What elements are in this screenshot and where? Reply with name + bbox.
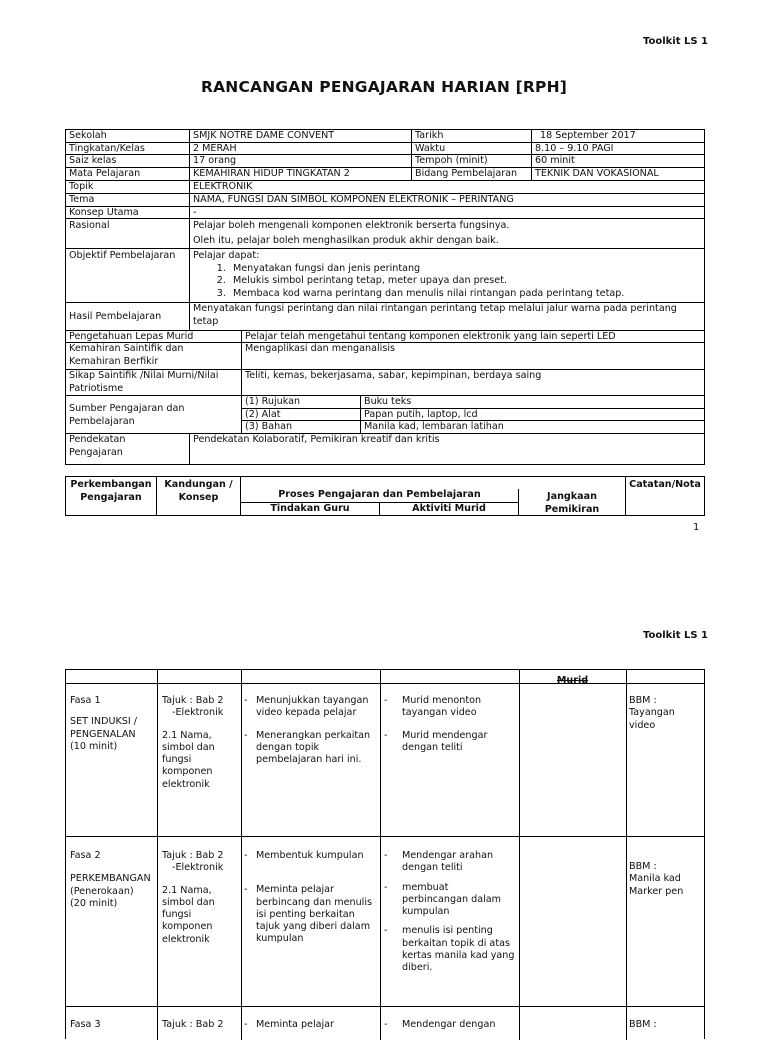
catatan-3: BBM :	[629, 1019, 657, 1030]
tema-label: Tema	[66, 194, 190, 207]
murid-item: - Murid menonton tayangan video	[382, 695, 516, 720]
subtopic-line: simbol dan	[162, 896, 215, 908]
catatan-1	[629, 695, 703, 732]
waktu-label: Waktu	[412, 143, 532, 155]
rasional-line-1: Pelajar boleh mengenali komponen elektronik berserta fungsinya.	[193, 220, 510, 231]
konsep-value: -	[190, 207, 704, 219]
header-catatan: Catatan/Nota	[629, 479, 701, 490]
header-jangkaan: Jangkaan Pemikiran	[519, 477, 626, 515]
kandungan-1-cell	[162, 695, 240, 791]
sumber-label: Sumber Pengajaran dan Pembelajaran	[66, 396, 242, 434]
header-tindakan: Tindakan Guru	[241, 503, 380, 515]
fasa-desc-line: SET INDUKSI /	[70, 716, 137, 728]
tema-value: NAMA, FUNGSI DAN SIMBOL KOMPONEN ELEKTRONIK – PERINTANG	[190, 194, 704, 207]
sikap-value: Teliti, kemas, bekerjasama, sabar, kepimpinan, berdaya saing	[242, 370, 704, 396]
subtopic-line: komponen	[162, 921, 213, 933]
murid-item: - Murid mendengar dengan teliti	[382, 730, 516, 755]
aktiviti-murid-1	[382, 695, 516, 764]
header-proses: Proses Pengajaran dan Pembelajaran	[241, 489, 519, 502]
objektif-list	[193, 263, 701, 301]
fasa-title: Fasa 1	[70, 695, 101, 706]
fasa-desc	[70, 716, 155, 753]
rasional-value	[190, 219, 704, 249]
objektif-intro: Pelajar dapat:	[193, 250, 260, 261]
catatan-line: Marker pen	[629, 885, 684, 897]
catatan-2	[629, 861, 703, 898]
tindakan-guru-1	[242, 695, 376, 776]
pengetahuan-value: Pelajar telah mengetahui tentang komponen elektronik yang lain seperti LED	[242, 331, 704, 343]
fasa-title: Fasa 2	[70, 850, 101, 861]
subtopic-line: 2.1 Nama,	[162, 884, 212, 896]
objektif-label: Objektif Pembelajaran	[66, 249, 190, 303]
fasa-desc-line: (20 minit)	[70, 897, 118, 909]
catatan-line: video	[629, 719, 656, 731]
objektif-item: 2. Melukis simbol perintang tetap, meter upaya dan preset.	[229, 275, 701, 288]
guru-item: - Membentuk kumpulan	[242, 850, 376, 862]
subtopic-line: fungsi	[162, 754, 192, 766]
catatan-line: Manila kad	[629, 873, 681, 885]
saiz-label: Saiz kelas	[66, 155, 190, 168]
fasa-2-cell	[70, 850, 155, 910]
lesson-process-header	[65, 476, 705, 516]
pengetahuan-label: Pengetahuan Lepas Murid	[66, 331, 242, 343]
mata-label: Mata Pelajaran	[66, 168, 190, 181]
topik-value: ELEKTRONIK	[190, 181, 704, 194]
catatan-line: BBM :	[629, 695, 657, 706]
tindakan-guru-3	[242, 1019, 376, 1041]
sumber-value: Manila kad, lembaran latihan	[361, 421, 704, 434]
tajuk-line: -Elektronik	[172, 862, 224, 874]
subtopic-line: elektronik	[162, 778, 210, 790]
murid-item: - Mendengar arahan dengan teliti	[382, 850, 516, 875]
tempoh-value: 60 minit	[532, 155, 704, 168]
mata-value: KEMAHIRAN HIDUP TINGKATAN 2	[190, 168, 412, 181]
header-aktiviti: Aktiviti Murid	[380, 503, 519, 515]
fasa-desc-line: (10 minit)	[70, 740, 118, 752]
kemahiran-value: Mengaplikasi dan menganalisis	[242, 343, 704, 370]
fasa-desc	[70, 873, 155, 910]
objektif-item: 3. Membaca kod warna perintang dan menulis nilai rintangan pada perintang tetap.	[229, 288, 701, 301]
page-number: 1	[693, 522, 700, 533]
tindakan-guru-2	[242, 850, 376, 956]
aktiviti-murid-2	[382, 850, 516, 985]
sumber-key: (3) Bahan	[242, 421, 361, 434]
fasa-3-title: Fasa 3	[70, 1019, 101, 1030]
tajuk-line: -Elektronik	[172, 707, 224, 719]
rasional-label: Rasional	[66, 219, 190, 249]
hasil-value: Menyatakan fungsi perintang dan nilai rintangan perintang tetap melalui jalur warna pada perintang tetap	[190, 303, 704, 331]
objektif-item: 1. Menyatakan fungsi dan jenis perintang	[229, 263, 701, 276]
murid-item: - Mendengar dengan	[382, 1019, 516, 1031]
guru-item: - Menerangkan perkaitan dengan topik pembelajaran hari ini.	[242, 730, 376, 767]
subtopic	[162, 885, 240, 946]
saiz-value: 17 orang	[190, 155, 412, 168]
topik-label: Topik	[66, 181, 190, 194]
kandungan-2-cell	[162, 850, 240, 946]
sumber-key: (1) Rujukan	[242, 396, 361, 409]
header-perkembangan: Perkembangan Pengajaran	[66, 477, 157, 515]
aktiviti-murid-3	[382, 1019, 516, 1041]
tarikh-label: Tarikh	[412, 130, 532, 143]
tingkatan-label: Tingkatan/Kelas	[66, 143, 190, 155]
sekolah-label: Sekolah	[66, 130, 190, 143]
fasa-desc-line: (Penerokaan)	[70, 885, 134, 897]
guru-item: - Menunjukkan tayangan video kepada pelajar	[242, 695, 376, 720]
tajuk-line: Tajuk : Bab 2	[162, 695, 224, 706]
tempoh-label: Tempoh (minit)	[412, 155, 532, 168]
murid-header-fragment: Murid	[556, 675, 589, 686]
fasa-desc-line: PENGENALAN	[70, 728, 136, 740]
murid-item: - membuat perbincangan dalam kumpulan	[382, 882, 516, 919]
bidang-label: Bidang Pembelajaran	[412, 168, 532, 181]
tajuk-line: Tajuk : Bab 2	[162, 850, 224, 861]
subtopic-line: fungsi	[162, 909, 192, 921]
subtopic	[162, 730, 240, 791]
rasional-line-2: Oleh itu, pelajar boleh menghasilkan produk akhir dengan baik.	[193, 234, 499, 246]
tingkatan-value: 2 MERAH	[190, 143, 412, 155]
guru-item: - Meminta pelajar	[242, 1019, 376, 1031]
pendekatan-value: Pendekatan Kolaboratif, Pemikiran kreatif dan kritis	[193, 434, 440, 445]
guru-item: - Meminta pelajar berbincang dan menulis isi penting berkaitan tajuk yang diberi dalam kumpulan	[242, 884, 376, 945]
kemahiran-label: Kemahiran Saintifik dan Kemahiran Berfikir	[66, 343, 242, 370]
subtopic-line: 2.1 Nama,	[162, 729, 212, 741]
waktu-value: 8.10 – 9.10 PAGI	[532, 143, 704, 155]
header-kandungan: Kandungan / Konsep	[157, 477, 241, 515]
catatan-line: Tayangan	[629, 707, 675, 719]
pendekatan-label: Pendekatan Pengajaran	[66, 434, 190, 464]
tarikh-value: 18 September 2017	[532, 130, 704, 143]
page-title: RANCANGAN PENGAJARAN HARIAN [RPH]	[200, 78, 568, 96]
bidang-value: TEKNIK DAN VOKASIONAL	[532, 168, 704, 181]
subtopic-line: simbol dan	[162, 741, 215, 753]
konsep-label: Konsep Utama	[66, 207, 190, 219]
sumber-key: (2) Alat	[242, 409, 361, 421]
murid-item: - menulis isi penting berkaitan topik di atas kertas manila kad yang diberi.	[382, 925, 516, 974]
hasil-label: Hasil Pembelajaran	[66, 303, 190, 331]
lesson-info-table	[65, 129, 705, 465]
objektif-value	[190, 249, 704, 303]
sumber-value: Buku teks	[361, 396, 704, 409]
toolkit-label: Toolkit LS 1	[643, 36, 709, 47]
catatan-line: BBM :	[629, 861, 657, 872]
sikap-label: Sikap Saintifik /Nilai Murni/Nilai Patriotisme	[66, 370, 242, 396]
fasa-desc-line: PERKEMBANGAN	[70, 873, 151, 885]
sekolah-value: SMJK NOTRE DAME CONVENT	[190, 130, 412, 143]
subtopic-line: komponen	[162, 766, 213, 778]
lesson-process-table	[65, 669, 705, 1039]
kandungan-3-tajuk: Tajuk : Bab 2	[162, 1019, 224, 1030]
toolkit-label-page-2: Toolkit LS 1	[643, 630, 709, 641]
subtopic-line: elektronik	[162, 933, 210, 945]
sumber-value: Papan putih, laptop, lcd	[361, 409, 704, 421]
fasa-1-cell	[70, 695, 155, 753]
